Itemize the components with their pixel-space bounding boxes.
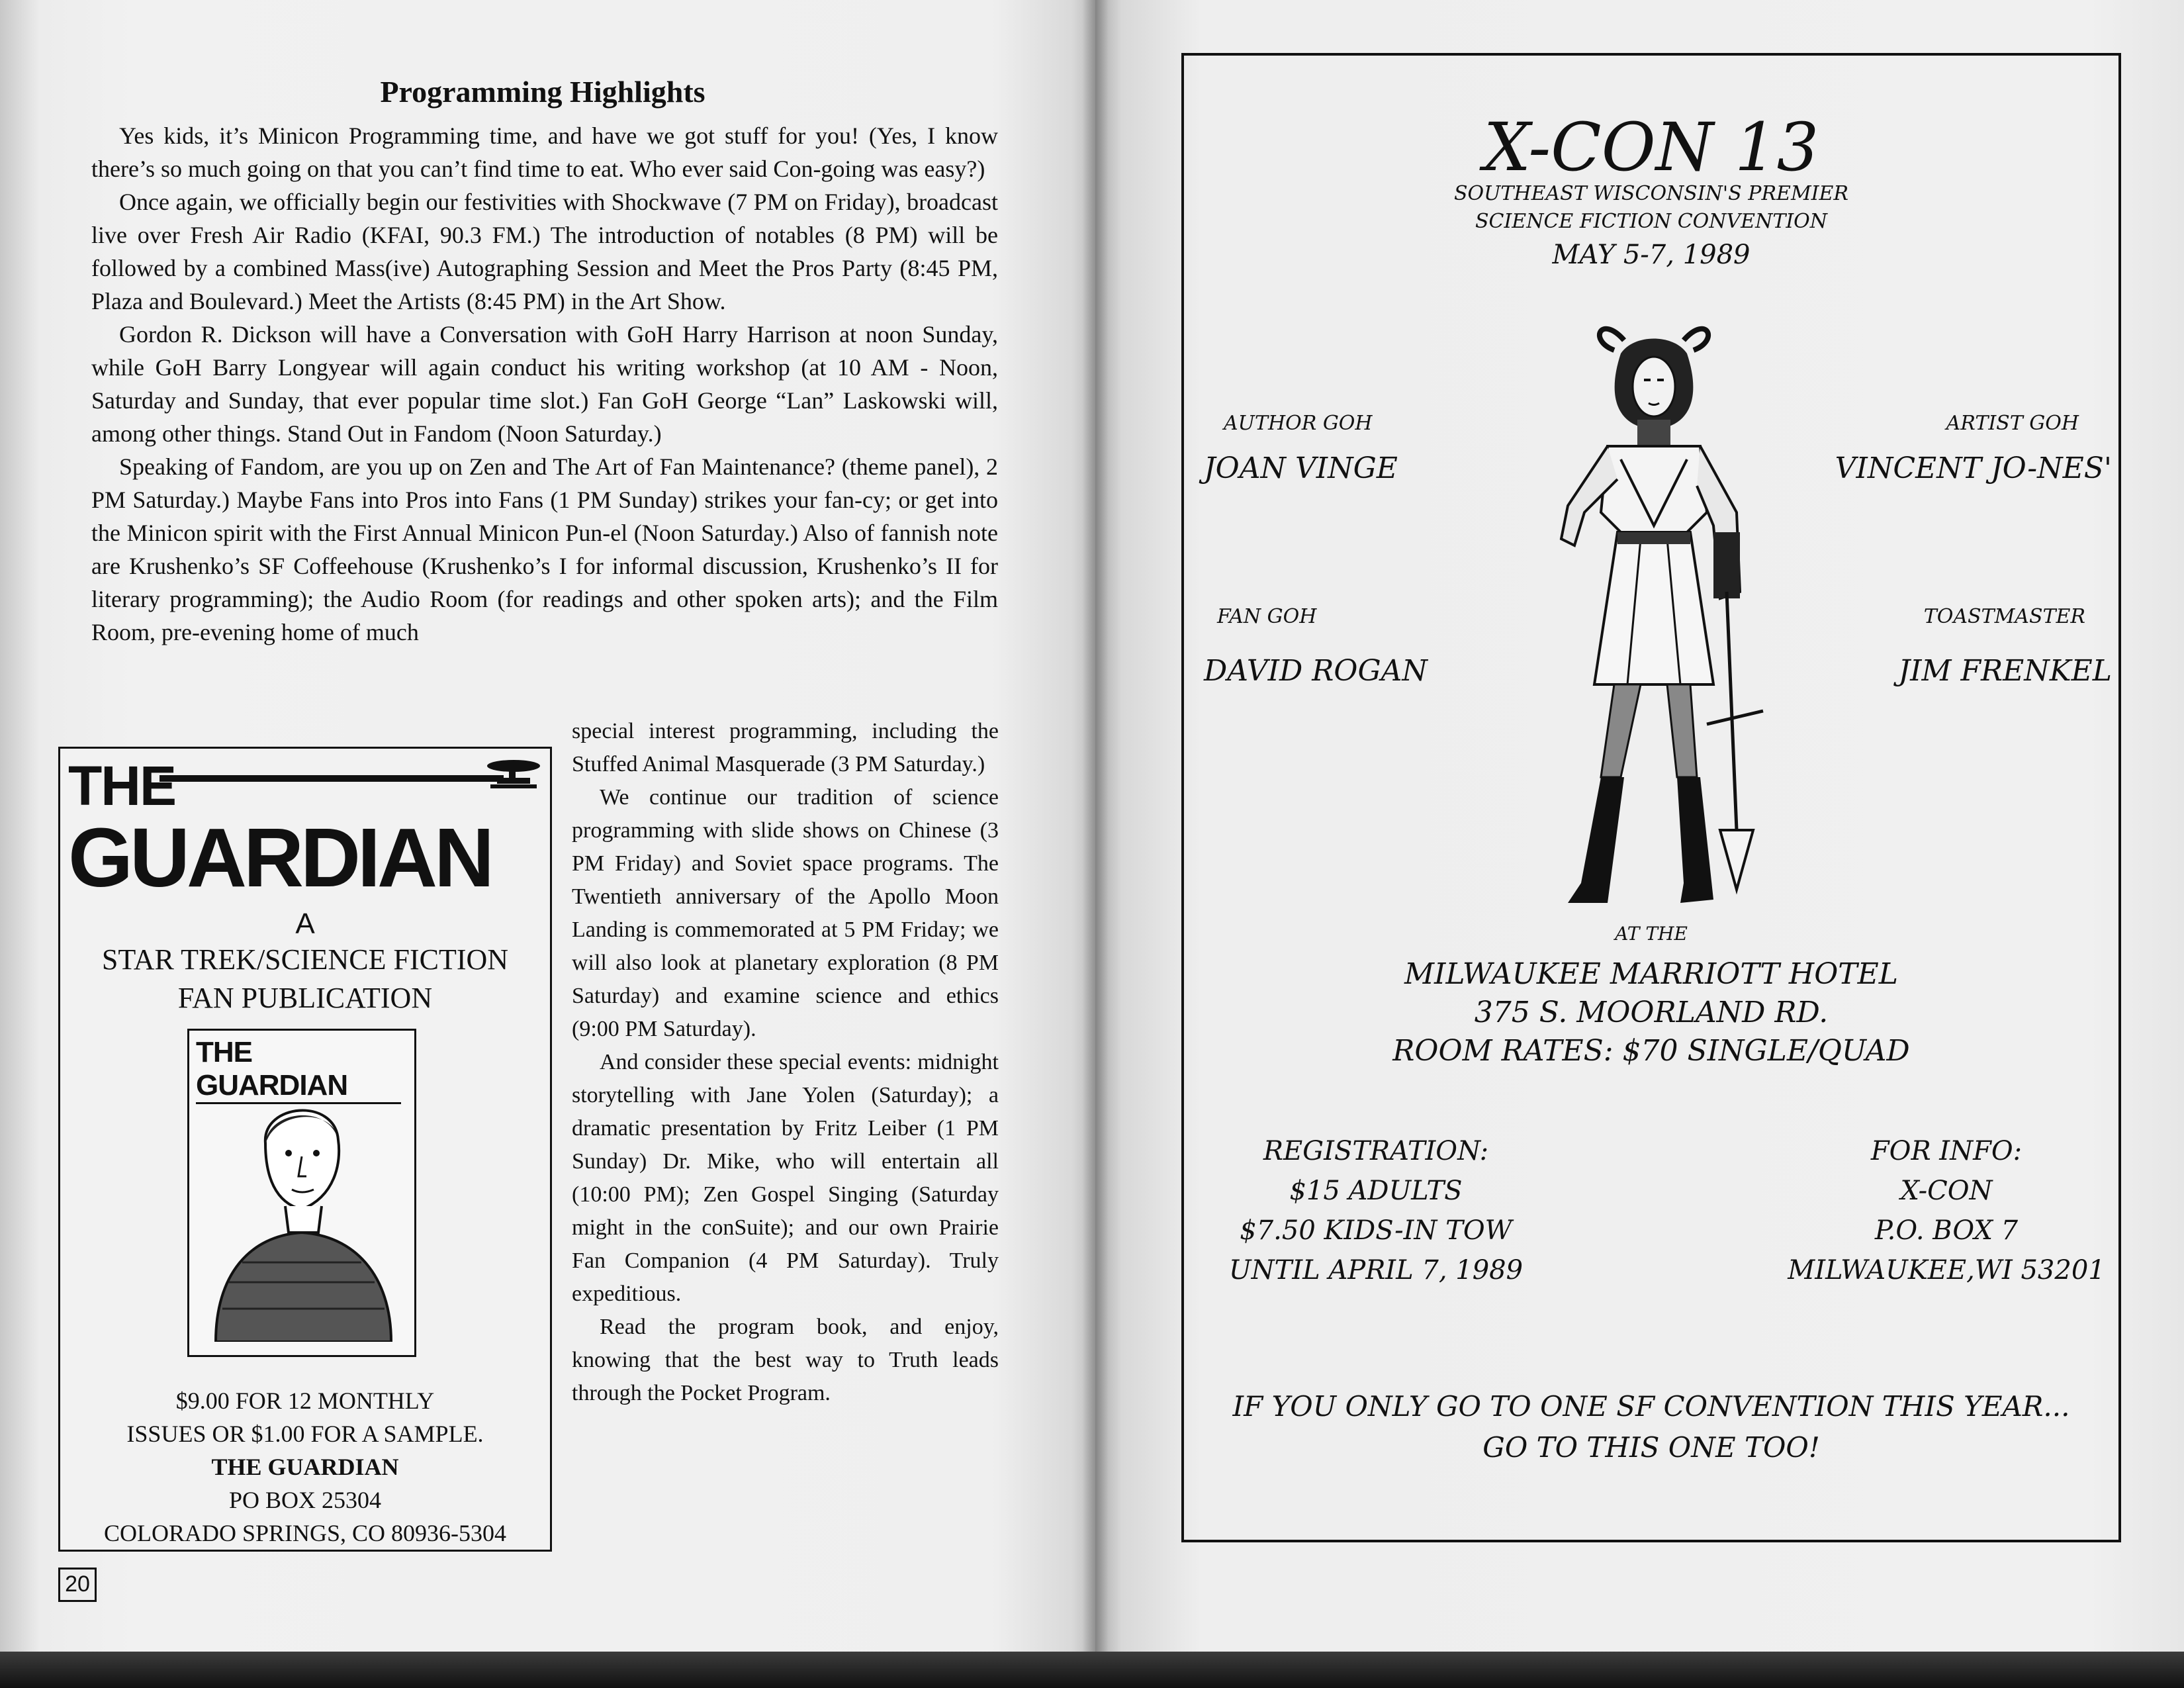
artist-goh-name: VINCENT JO-NES' bbox=[1835, 451, 2112, 485]
magazine-cover-image bbox=[187, 1029, 416, 1357]
address-name: THE GUARDIAN bbox=[211, 1454, 399, 1480]
article-paragraph: Gordon R. Dickson will have a Conversation with GoH Harry Harrison at noon Sunday, while GoH Barry Longyear will again conduct his writing workshop (at 10 AM - Noon, Saturday and Sunday, that ever popular time slot.) Fan GoH George “Lan” Laskowski will, among other things. Stand Out in Fandom (Noon Saturday.) bbox=[91, 321, 998, 447]
info-label: FOR INFO: bbox=[1870, 1136, 2023, 1166]
ad-price-info bbox=[60, 1384, 550, 1550]
article-paragraph: Once again, we officially begin our festivities with Shockwave (7 PM on Friday), broadcast live over Fresh Air Radio (KFAI, 90.3 FM.) The introduction of notables (8 PM) will be followed by a combined Mass(ive) Autographing Session and Meet the Pros Party (8:45 PM, Plaza and Boulevard.) Meet the Artists (8:45 PM) in the Art Show. bbox=[91, 189, 998, 314]
warrior-woman-illustration bbox=[1508, 314, 1799, 923]
article-paragraph: Read the program book, and enjoy, knowing that the best way to Truth leads through the Pocket Program. bbox=[572, 1315, 999, 1405]
page-number: 20 bbox=[58, 1568, 97, 1602]
venue-hotel: MILWAUKEE MARRIOTT HOTEL bbox=[1404, 957, 1898, 991]
author-goh-label: AUTHOR GOH bbox=[1224, 412, 1373, 435]
registration-adults: $15 ADULTS bbox=[1289, 1176, 1463, 1206]
article-paragraph: Yes kids, it’s Minicon Programming time, and have we got stuff for you! (Yes, I know there’s so much going on that you can’t find time to eat. Who ever said Con-going was easy?) bbox=[91, 122, 998, 182]
xcon-flyer bbox=[1181, 53, 2121, 1542]
portrait-illustration bbox=[203, 1084, 401, 1342]
info-city: MILWAUKEE,WI 53201 bbox=[1788, 1255, 2105, 1286]
venue-address: 375 S. MOORLAND RD. bbox=[1474, 996, 1829, 1029]
toastmaster-label: TOASTMASTER bbox=[1923, 605, 2085, 628]
cover-title: THE GUARDIAN bbox=[196, 1036, 401, 1104]
ad-subtitle bbox=[60, 941, 550, 1017]
info-block bbox=[1781, 1131, 2112, 1290]
article-paragraph: Speaking of Fandom, are you up on Zen and The Art of Fan Maintenance? (theme panel), 2 PM Saturday.) Maybe Fans into Pros into Fans (1 PM Sunday) strikes your fan-cy; or get into the Minicon spirit with the First Annual Minicon Pun-el (Noon Saturday.) Also of fannish note are Krushenko’s SF Coffeehouse (Krushenko’s I for informal discussion, Krushenko’s II for literary programming); the Audio Room (for readings and other spoken arts); and the Film Room, pre-evening home of much bbox=[91, 453, 998, 645]
article-paragraph: We continue our tradition of science programming with slide shows on Chinese (3 PM Friday) and Soviet space programs. The Twentieth anniversary of the Apollo Moon Landing is commemorated at 5 PM Friday; we will also look at planetary exploration (8 PM Saturday) and examine science and ethics (9:00 PM Saturday). bbox=[572, 785, 999, 1041]
flyer-title: X-CON 13 bbox=[1483, 109, 1819, 186]
info-box: P.O. BOX 7 bbox=[1874, 1215, 2019, 1246]
address-city: COLORADO SPRINGS, CO 80936-5304 bbox=[103, 1520, 507, 1546]
starship-icon bbox=[484, 757, 543, 793]
article-headline: Programming Highlights bbox=[380, 75, 705, 109]
article-right-column bbox=[572, 715, 999, 1410]
address-box: PO BOX 25304 bbox=[228, 1487, 382, 1513]
room-rates: ROOM RATES: $70 SINGLE/QUAD bbox=[1392, 1034, 1910, 1068]
ad-the-label: THE bbox=[68, 755, 175, 817]
registration-label: REGISTRATION: bbox=[1263, 1136, 1489, 1166]
registration-deadline: UNTIL APRIL 7, 1989 bbox=[1228, 1255, 1524, 1286]
price-line: $9.00 FOR 12 MONTHLY bbox=[175, 1387, 435, 1414]
ad-subtitle-line: FAN PUBLICATION bbox=[177, 982, 433, 1014]
subtitle-line: SCIENCE FICTION CONVENTION bbox=[1475, 210, 1828, 233]
flyer-subtitle bbox=[1383, 180, 1920, 236]
article-body bbox=[91, 119, 998, 649]
toastmaster-name: JIM FRENKEL bbox=[1898, 654, 2112, 688]
fan-goh-name: DAVID ROGAN bbox=[1204, 654, 1428, 688]
ad-subtitle-line: STAR TREK/SCIENCE FICTION bbox=[101, 943, 509, 976]
ad-divider-bar bbox=[159, 775, 504, 782]
fan-goh-label: FAN GOH bbox=[1217, 605, 1317, 628]
ad-title: GUARDIAN bbox=[68, 811, 491, 904]
tagline-line: IF YOU ONLY GO TO ONE SF CONVENTION THIS YEAR... bbox=[1232, 1390, 2070, 1423]
page-gutter bbox=[1082, 0, 1109, 1652]
author-goh-name: JOAN VINGE bbox=[1204, 451, 1398, 485]
subtitle-line: SOUTHEAST WISCONSIN'S PREMIER bbox=[1453, 182, 1848, 205]
price-line: ISSUES OR $1.00 FOR A SAMPLE. bbox=[126, 1421, 484, 1447]
registration-block bbox=[1224, 1131, 1528, 1290]
flyer-tagline bbox=[1184, 1386, 2118, 1468]
article-paragraph: special interest programming, including the Stuffed Animal Masquerade (3 PM Saturday.) bbox=[572, 719, 999, 776]
venue-at-the: AT THE bbox=[1615, 923, 1688, 945]
guardian-advertisement bbox=[58, 747, 552, 1552]
registration-kids: $7.50 KIDS-IN TOW bbox=[1240, 1215, 1512, 1246]
tagline-line: GO TO THIS ONE TOO! bbox=[1482, 1431, 1820, 1464]
ad-a-label: A bbox=[295, 908, 315, 940]
scanner-edge bbox=[0, 1652, 2184, 1688]
article-paragraph: And consider these special events: midnight storytelling with Jane Yolen (Saturday); a dramatic presentation by Fritz Leiber (1 PM Sunday) Dr. Mike, who will entertain all (10:00 PM); Zen Gospel Singing (Saturday might in the conSuite); and our own Prairie Fan Companion (4 PM Saturday). Truly expeditious. bbox=[572, 1050, 999, 1306]
artist-goh-label: ARTIST GOH bbox=[1946, 412, 2079, 435]
info-name: X-CON bbox=[1900, 1176, 1993, 1206]
flyer-dates: MAY 5-7, 1989 bbox=[1552, 240, 1751, 270]
